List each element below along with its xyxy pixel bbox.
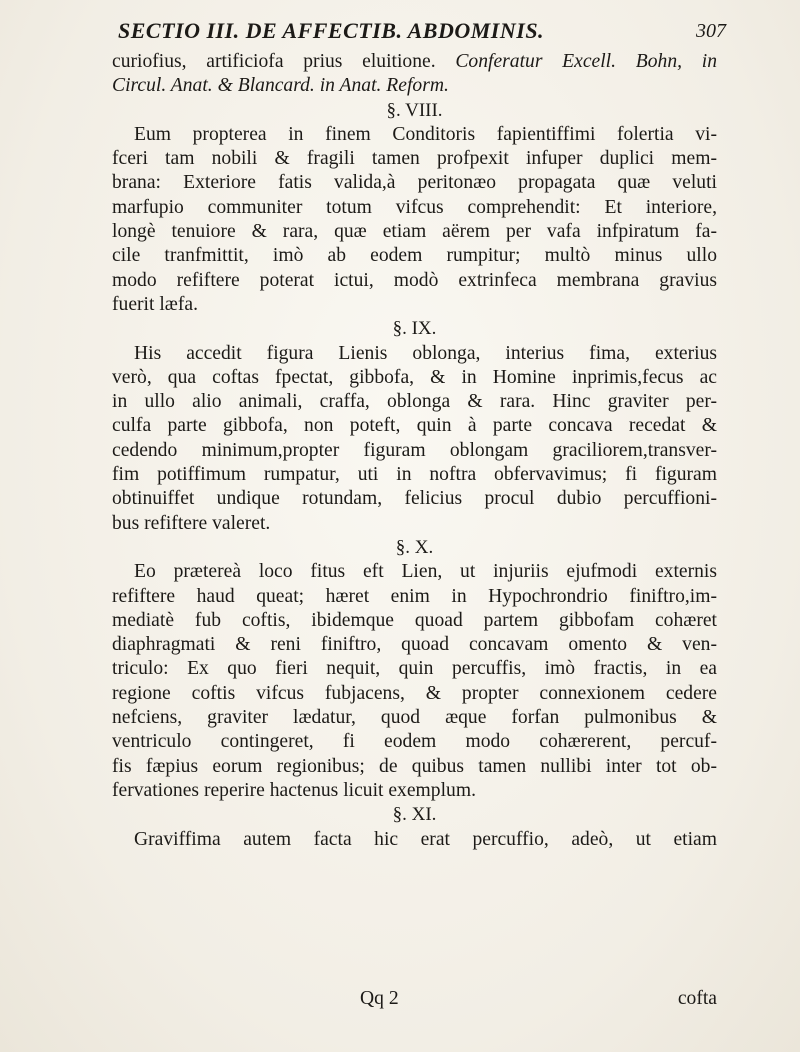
body-text: [112, 50, 717, 852]
line-text: modo refiftere poterat ictui, modò extrinfeca membrana gravius: [112, 269, 717, 291]
line-text: fceri tam nobili & fragili tamen profpexit infuper duplici mem-: [112, 148, 717, 170]
line-text: Eum propterea in finem Conditoris fapientiffimi folertia vi-: [134, 123, 717, 145]
line-text: cedendo minimum,propter figuram oblongam graciliorem,transver-: [112, 439, 717, 461]
line-text: brana: Exteriore fatis valida,à peritonæo propagata quæ veluti: [112, 172, 717, 194]
line-text: refiftere haud queat; hæret enim in Hypochrondrio finiftro,im-: [112, 585, 717, 607]
line-text: verò, qua coftas fpectat, gibbofa, & in Homine inprimis,fecus ac: [112, 366, 717, 388]
text-line: [112, 123, 717, 147]
text-line: [112, 74, 717, 98]
line-italic-text: Circul. Anat. & Blancard. in Anat. Reform.: [112, 75, 449, 97]
line-text: fis fæpius eorum regionibus; de quibus tamen nullibi inter tot ob-: [112, 755, 717, 777]
line-text: §. VIII.: [386, 99, 443, 121]
page-header: [118, 18, 726, 48]
text-line: [112, 342, 717, 366]
line-italic-text: Conferatur Excell. Bohn, in: [455, 51, 717, 72]
text-line: [112, 293, 717, 317]
text-line: [112, 220, 717, 244]
line-text: §. IX.: [392, 318, 437, 340]
line-text: mediatè fub coftis, ibidemque quoad partem gibbofam cohæret: [112, 609, 717, 631]
text-line: [112, 512, 717, 536]
text-line: [112, 730, 717, 754]
line-text: nefciens, graviter lædatur, quod æque forfan pulmonibus &: [112, 707, 717, 729]
text-line: [112, 609, 717, 633]
line-text: curiofius, artificiofa prius eluitione.: [112, 51, 456, 72]
text-line: [112, 585, 717, 609]
section-heading: [112, 536, 717, 560]
line-text: His accedit figura Lienis oblonga, interius fima, exterius: [134, 342, 717, 364]
line-text: bus refiftere valeret.: [112, 512, 271, 534]
line-text: regione coftis vifcus fubjacens, & propter connexionem cedere: [112, 682, 717, 704]
line-text: marfupio communiter totum vifcus comprehendit: Et interiore,: [112, 196, 717, 218]
text-line: [112, 269, 717, 293]
running-head: SECTIO III. DE AFFECTIB. ABDOMINIS.: [118, 18, 545, 43]
text-line: [112, 366, 717, 390]
line-text: §. X.: [395, 536, 434, 558]
text-line: [112, 755, 717, 779]
text-line: [112, 560, 717, 584]
line-text: fuerit læfa.: [112, 293, 198, 315]
line-text: triculo: Ex quo fieri nequit, quin percuffis, imò fractis, in ea: [112, 658, 717, 680]
text-line: [112, 682, 717, 706]
line-text: Eo prætereà loco fitus eft Lien, ut injuriis ejufmodi externis: [134, 561, 717, 583]
line-text: in ullo alio animali, craffa, oblonga & rara. Hinc graviter per-: [112, 391, 717, 413]
line-text: obtinuiffet undique rotundam, felicius procul dubio percuffioni-: [112, 488, 717, 510]
text-line: [112, 463, 717, 487]
text-line: [112, 828, 717, 852]
line-text: Graviffima autem facta hic erat percuffio, adeò, ut etiam: [134, 828, 717, 850]
text-line: [112, 244, 717, 268]
text-line: [112, 633, 717, 657]
line-text: ventriculo contingeret, fi eodem modo cohærerent, percuf-: [112, 731, 717, 753]
text-line: [112, 439, 717, 463]
line-text: §. XI.: [392, 804, 437, 826]
line-text: diaphragmati & reni finiftro, quoad concavam omento & ven-: [112, 634, 717, 656]
text-line: [112, 414, 717, 438]
text-line: [112, 706, 717, 730]
line-text: cile tranfmittit, imò ab eodem rumpitur; multò minus ullo: [112, 245, 717, 267]
line-text: culfa parte gibbofa, non poteft, quin à parte concava recedat &: [112, 415, 717, 437]
line-text: fervationes reperire hactenus licuit exemplum.: [112, 779, 476, 801]
text-line: [112, 487, 717, 511]
text-line: [112, 171, 717, 195]
text-line: [112, 779, 717, 803]
page-footer: [112, 988, 717, 1014]
signature-mark: Qq 2: [360, 988, 399, 1009]
text-line: [112, 147, 717, 171]
catchword: cofta: [677, 988, 717, 1009]
text-line: [112, 657, 717, 681]
text-line: [112, 196, 717, 220]
section-heading: [112, 803, 717, 827]
text-line: [112, 390, 717, 414]
text-line: [112, 50, 717, 74]
line-text: fim potiffimum rumpatur, uti in noftra obfervavimus; fi figuram: [112, 464, 717, 486]
line-text: longè tenuiore & rara, quæ etiam aërem per vafa infpiratum fa-: [112, 221, 717, 243]
page-number: 307: [696, 20, 726, 42]
section-heading: [112, 317, 717, 341]
section-heading: [112, 99, 717, 123]
